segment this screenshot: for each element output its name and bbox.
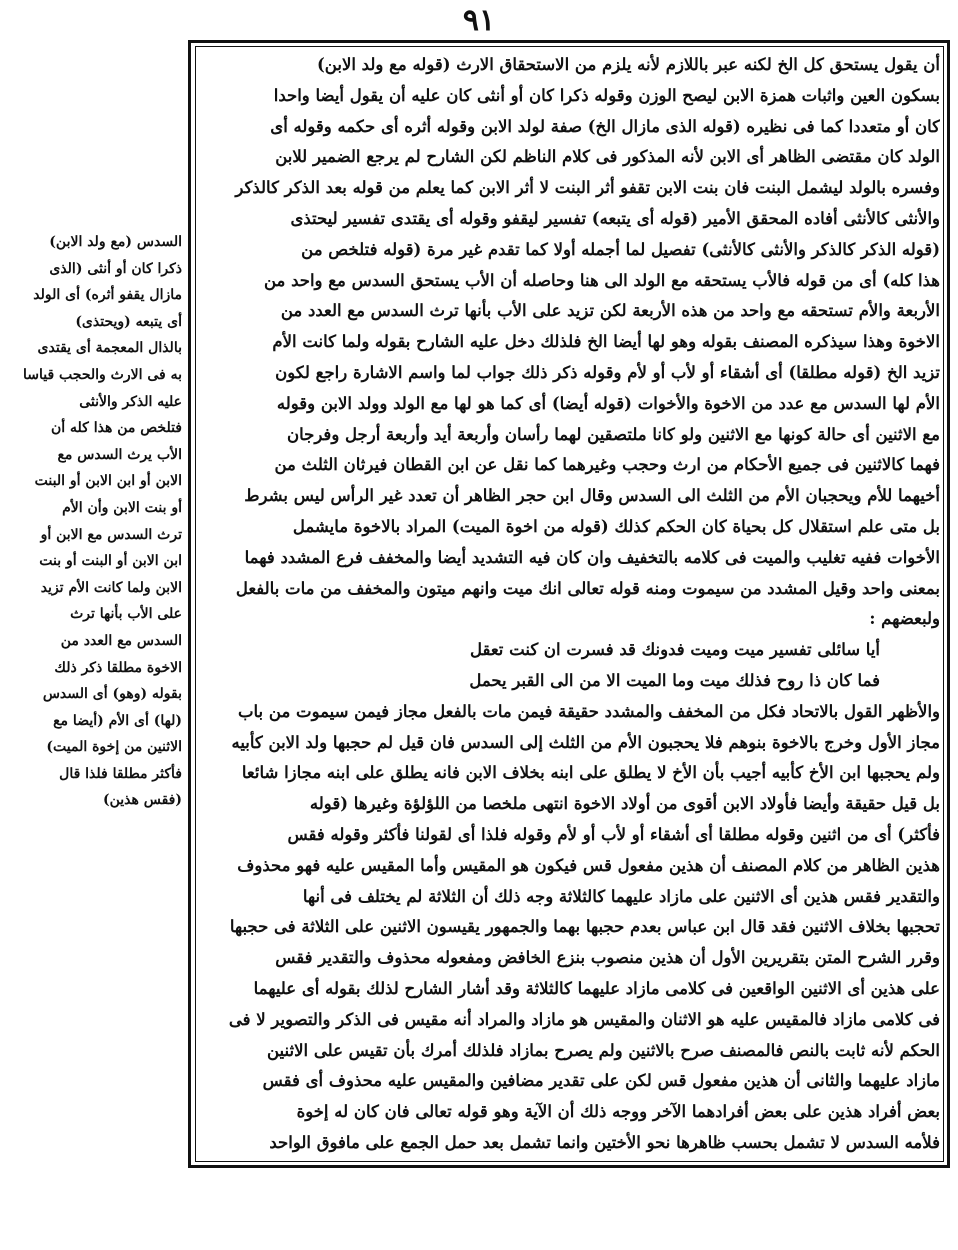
margin-line: الابن ولما كانت الأم تزيد <box>40 579 182 596</box>
margin-line: مازال يقفو أثره) أى الولد <box>33 287 182 304</box>
text-line: بسكون العين واثبات همزة الابن ليصح الوزن وقوله ذكرا كان أو أنثى كان عليه أن يقول أيضا واحدا <box>273 85 940 105</box>
margin-line: ترث السدس مع الابن أو <box>40 526 182 543</box>
poem-verse: أيا سائلى تفسير ميت وميت فدونك قد فسرت ان كنت تعقل <box>470 640 880 660</box>
main-commentary-text <box>199 50 940 1158</box>
margin-line: (لها) أى الأم (أيضا مع <box>53 712 182 729</box>
margin-line: بالذال المعجمة أى يقتدى <box>37 340 182 357</box>
text-line: أن يقول يستحق كل الخ لكنه عبر باللازم لأنه يلزم من الاستحقاق الارث (قوله مع ولد الابن) <box>316 55 940 74</box>
margin-line: الابن أو ابن الابن أو البنت <box>34 473 182 490</box>
text-line: ولبعضهم : <box>869 609 940 629</box>
margin-line: ذكرا كان أو أنثى (الذى <box>49 260 182 277</box>
text-line: بل متى علم استقلال كل بحياة كان الحكم كذلك (قوله من اخوة الميت) المراد بالاخوة مايشمل <box>292 516 940 536</box>
text-line: مجاز الأول وخرج بالاخوة بنوهم فلا يحجبون الأم من الثلث إلى السدس فان قيل لم حجبها ولد الابن كأبيه <box>231 732 940 752</box>
text-line: تحجبها بخلاف الاثنين فقد قال ابن عباس بعدم حجبها بهما والجمهور يقيسون الاثنين على الثلاثة فى حجبها <box>229 917 940 937</box>
text-line: الأم لها السدس مع عدد من الاخوة والأخوات (قوله أيضا) أى كما هو لها مع الولد وولد الابن وقوله <box>276 393 940 413</box>
poem-verse: فما كان ذا روح فذلك ميت وما الميت الا من الى القبر يحمل <box>469 670 880 690</box>
margin-line: عليه الذكر والأنثى <box>79 393 182 410</box>
text-line: فهما كالاثنين فى جميع الأحكام من ارث وحجب وغيرهما كما نقل عن ابن القطان فيرثان الثلث من <box>274 455 940 475</box>
text-line: وقرر الشرح المتن بتقريرين الأول أن هذين منصوب بنزع الخافض ومفعوله محذوف والتقدير فقس <box>275 948 940 968</box>
text-line: الحكم لأنه ثابت بالنص فالمصنف صرح بالاثنين ولم يصرح بمازاد فلذلك أمرك بأن تقيس على الاثنين <box>267 1040 940 1060</box>
text-line: بعض أفراد هذين على بعض أفرادهما الآخر ووجه ذلك أن الآية وهو قوله تعالى فان كان له إخوة <box>296 1102 940 1122</box>
text-line: فى كلامى مازاد فالمقيس عليه هو الاثنان والمقيس هو مازاد والمراد أنه مقيس فى الذكر والتصوير لا فى <box>228 1009 940 1029</box>
margin-line: (فقس هذين) <box>102 792 182 809</box>
margin-line: فأكثر مطلقا فلذا قال <box>59 765 182 782</box>
margin-line: فتلخص من هذا كله أن <box>51 420 182 437</box>
margin-line: بقوله (وهو) أى السدس <box>42 686 182 703</box>
text-line: فأكثر) أى من اثنين وقوله مطلقا أى أشقاء أو لأب أو لأم وقوله فلذا أى لقولنا فأكثر وقوله فقس <box>287 824 940 844</box>
text-line: مازاد عليهما والثانى أن هذين مفعول قس لكن على تقدير مضافين والمقيس عليه محذوف أى فقس <box>262 1071 940 1091</box>
text-line: الاخوة وهذا سيذكره المصنف بقوله وهو لها أيضا الخ فلذلك دخل عليه الشارح بقوله ولما كانت الأم <box>272 332 940 352</box>
text-line: الأخوات ففيه تغليب والميت فى كلامه بالتخفيف وان كان فيه التشديد أيضا والمخفف فرع المشدد فهما <box>244 547 940 567</box>
text-line: على هذين أى الاثنين الواقعين فى كلامى مازاد عليهما كالثلاثة وقد أشار الشارح لذلك بقوله أى عليهما <box>253 978 940 998</box>
margin-line: السدس مع العدد من <box>60 632 182 649</box>
margin-line: أو بنت الابن وأن الأم <box>62 499 182 516</box>
text-line: الأربعة والأم تستحقه مع واحد من هذه الأربعة لكن تزيد على الأب بأنها ترث السدس مع العدد من <box>280 301 940 321</box>
text-line: (قوله الذكر كالذكر والأنثى كالأنثى) تفصيل لما أجمله أولا كما تقدم غير مرة (قوله فتلخص من <box>301 239 940 259</box>
margin-line: ابن الابن أو البنت أو بنت <box>39 553 182 570</box>
margin-line: أى يتبعه (ويحتذى) <box>75 313 182 330</box>
text-line: أخيهما للأم ويحجبان الأم من الثلث الى السدس وقال ابن حجر الظاهر أن تعدد غير الرأس ليس بشرط <box>244 486 940 506</box>
text-line: مع الاثنين أى حالة كونها مع الاثنين ولو كانا ملتصقين لهما رأسان وأربعة أيد وأربعة أرجل وفرجان <box>286 424 940 444</box>
text-line: والتقدير فقس هذين أى الاثنين على مازاد عليهما كالثلاثة وجه ذلك أن الثلاثة لم يختلف فى أنها <box>302 886 940 906</box>
margin-line: الاثنين من إخوة الميت) <box>46 739 182 756</box>
page-number: ٩١ <box>462 3 496 38</box>
text-line: كان أو متعددا كما فى نظيره (قوله الذى مازال الخ) صفة لولد الابن وقوله أثره أى حكمه وقوله أى <box>270 116 940 136</box>
text-line: والأنثى كالأنثى أفاده المحقق الأمير (قوله أى يتبعه) تفسير ليقفو وقوله أى يقتدى تفسير ليحتذى <box>290 208 940 228</box>
margin-line: به فى الارث والحجب قياسا <box>23 366 182 383</box>
text-line: وفسره بالولد ليشمل البنت فان بنت الابن تقفو أثر البنت لا أثر الابن كما يعلم من قوله بعد الذكر كالذكر <box>235 178 940 198</box>
text-line: بل قيل حقيقة وأيضا فأولاد الابن أقوى من أولاد الاخوة انتهى ملخصا من اللؤلؤة وغيرها (قوله <box>309 794 940 814</box>
text-line: الولد كان مقتضى الظاهر أى الابن لأنه المذكور فى كلام الناظم لكن الشارح لم يرجع الضمير للابن <box>275 147 940 167</box>
text-line: بمعنى واحد وقيل المشدد من سيموت ومنه قوله تعالى انك ميت وانهم ميتون والمخفف من مات بالفعل <box>235 578 940 598</box>
margin-line: الاخوة مطلقا ذكر ذلك <box>54 659 182 676</box>
text-line: تزيد الخ (قوله مطلقا) أى أشقاء أو لأب أو لأم وقوله ذكر ذلك جواب لما واسم الاشارة راجع لكون <box>275 362 940 382</box>
margin-matn-text <box>2 229 182 909</box>
text-line: هذين الظاهر من كلام المصنف أن هذين مفعول قس فيكون هو المقيس وأما المقيس عليه فهو محذوف <box>237 855 940 875</box>
text-line: هذا كله) أى من قوله فالأب يستحقه مع الولد الى هنا وحاصله أن الأب يستحق السدس مع واحد من <box>263 270 940 290</box>
text-line: ولم يحجبها ابن الأخ كأبيه أجيب بأن الأخ لا يطلق على ابنه بخلاف الابن فانه يطلق على ابنه مجازا شائعا <box>241 763 940 783</box>
text-line: والأظهر القول بالاتحاد فكل من المخفف والمشدد حقيقة فيمن مات بالفعل مجاز فيمن سيموت من باب <box>238 701 940 721</box>
margin-line: السدس (مع ولد الابن) <box>49 234 182 250</box>
text-line: فلأمه السدس لا تشمل بحسب ظاهرها نحو الأختين وانما تشمل بعد حمل الجمع على مافوق الواحد <box>269 1132 940 1152</box>
margin-line: على الأب بأنها ترث <box>70 606 182 623</box>
margin-line: الأب يرث السدس مع <box>57 446 182 463</box>
